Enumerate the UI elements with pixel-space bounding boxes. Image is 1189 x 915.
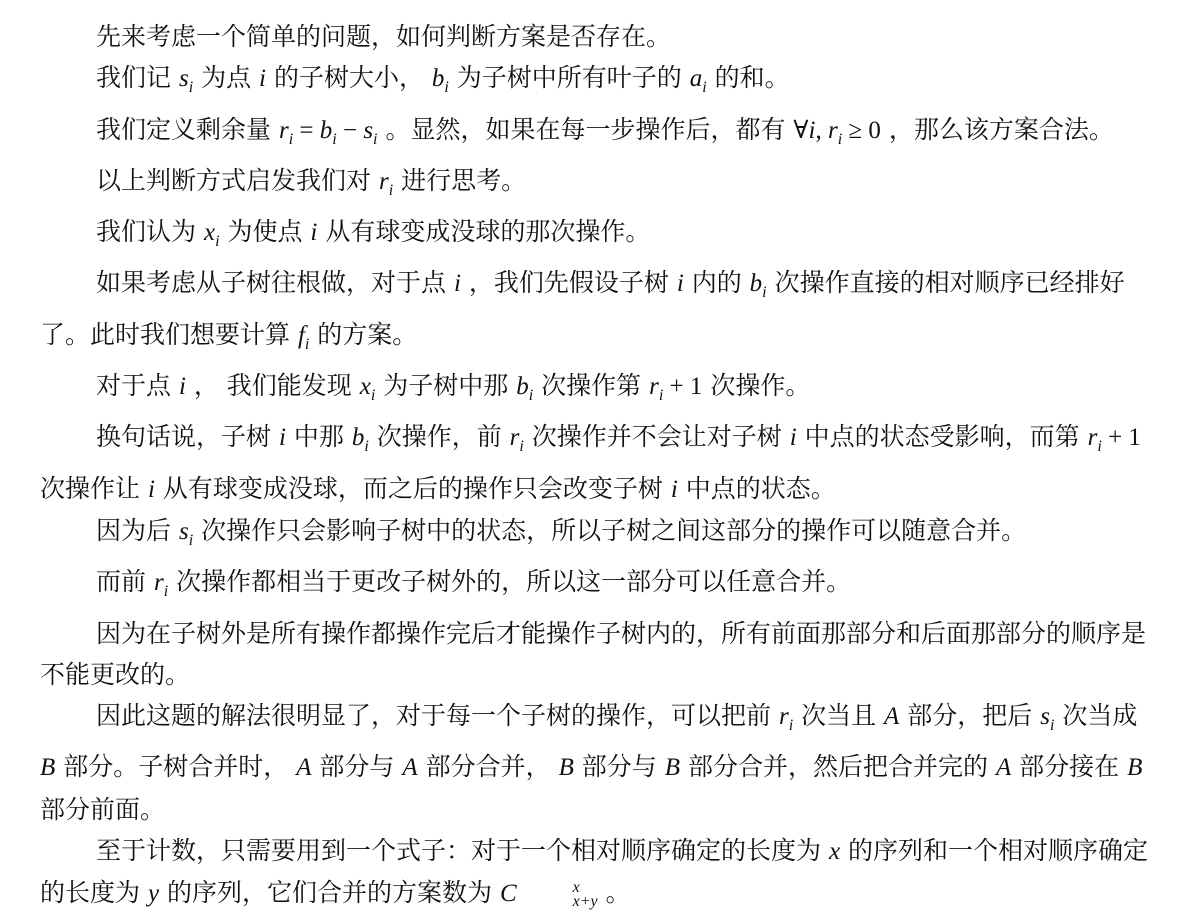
text-segment: 中那: [285, 422, 352, 452]
math-combination: C x x+y: [499, 878, 598, 911]
text-segment: 次操作都相当于更改子树外的，所以这一部分可以任意合并。: [168, 567, 852, 597]
text-segment: 次当且: [793, 701, 885, 731]
text-segment: 部分前面。: [40, 794, 166, 824]
math-var: $b_i$: [431, 65, 449, 97]
math-var: A: [402, 754, 418, 782]
text-segment: 的方案。: [309, 319, 418, 349]
text-segment: 从有球变成没球的那次操作。: [317, 217, 651, 247]
text-segment: 以上判断方式启发我们对: [96, 165, 379, 195]
math-var: y: [147, 880, 160, 908]
math-var: i: [310, 219, 318, 247]
text-segment: 我们定义剩余量: [96, 114, 279, 144]
paragraph-10: [40, 561, 1149, 612]
paragraph-11: [40, 613, 1149, 696]
math-operator: ,: [815, 116, 828, 144]
math-var: $b_i$: [319, 116, 337, 148]
math-var: i: [453, 270, 461, 298]
text-segment: 次操作只会影响子树中的状态，所以子树之间这部分的操作可以随意合并。: [193, 515, 1027, 545]
math-var: $b_i$: [351, 424, 369, 456]
text-segment: 次操作，前: [368, 422, 510, 452]
text-segment: 中点的状态受影响，而第: [796, 422, 1088, 452]
text-segment: ， 我们能发现: [185, 371, 360, 401]
math-var: B: [664, 754, 681, 782]
text-segment: 为子树中那: [375, 371, 517, 401]
text-segment: 换句话说，子树: [96, 422, 279, 452]
text-segment: 的序列和一个相对顺序确定的长度为: [40, 836, 1149, 908]
math-var: A: [884, 703, 900, 731]
text-segment: 内的: [683, 268, 750, 298]
math-var: $r_i$: [153, 569, 169, 601]
math-var: A: [995, 754, 1012, 782]
math-var: $r_i$: [649, 373, 664, 405]
math-var: i: [670, 475, 678, 503]
text-segment: 至于计数，只需要用到一个式子：对于一个相对顺序确定的长度为: [96, 836, 829, 866]
math-var: $r_i$: [778, 703, 794, 735]
text-segment: 先来考虑一个简单的问题，如何判断方案是否存在。: [96, 22, 672, 51]
text-segment: 因为在子树外是所有操作都操作完后才能操作子树内的，所有前面那部分和后面那部分的顺序是不能更改的。: [40, 618, 1147, 689]
math-var: $r_i$: [509, 424, 524, 456]
paragraph-8: [40, 416, 1149, 510]
math-operator: =: [293, 116, 320, 144]
math-var: $r_i$: [1087, 424, 1102, 456]
math-operator: + 1: [1101, 424, 1141, 452]
text-segment: 我们认为: [96, 217, 204, 247]
text-segment: 为使点: [219, 217, 311, 247]
text-segment: 如果考虑从子树往根做，对于点: [96, 268, 454, 298]
paragraph-3: [40, 109, 1149, 160]
text-segment: 进行思考。: [393, 165, 527, 195]
text-segment: 的子树大小，: [266, 63, 432, 93]
math-var: $r_i$: [827, 116, 843, 148]
paragraph-5: [40, 211, 1149, 262]
math-var: i: [676, 270, 684, 298]
paragraph-6: [40, 262, 1149, 365]
math-var: $r_i$: [378, 167, 394, 199]
math-var: x: [828, 838, 841, 866]
text-segment: 次操作让: [40, 473, 148, 503]
paragraph-1: [40, 16, 1149, 57]
text-segment: 。显然，如果在每一步操作后，都有: [377, 114, 794, 144]
math-var: A: [296, 754, 312, 782]
text-segment: 。: [597, 878, 631, 908]
math-var: $f_i$: [297, 321, 310, 353]
text-segment: 部分合并，: [417, 752, 559, 782]
math-var: i: [178, 373, 186, 401]
text-segment: ，那么该方案合法。: [880, 114, 1114, 144]
text-segment: 为点: [193, 63, 260, 93]
paragraph-7: [40, 365, 1149, 416]
text-segment: 为子树中所有叶子的: [448, 63, 690, 93]
math-var: B: [558, 754, 574, 782]
text-segment: 部分与: [311, 752, 403, 782]
math-operator: ∀: [793, 116, 809, 144]
paragraph-13: [40, 830, 1149, 915]
text-segment: 部分合并，然后把合并完的: [680, 752, 996, 782]
text-segment: 的和。: [706, 63, 790, 93]
paragraph-4: [40, 160, 1149, 211]
text-segment: 从有球变成没球，而之后的操作只会改变子树: [154, 473, 671, 503]
math-operator: −: [336, 116, 364, 144]
text-segment: 中点的状态。: [677, 473, 836, 503]
paragraph-9: [40, 510, 1149, 561]
math-var: i: [789, 424, 797, 452]
text-segment: 因此这题的解法很明显了，对于每一个子树的操作，可以把前: [96, 701, 779, 731]
text-segment: 我们记: [96, 63, 179, 93]
math-var: $r_i$: [278, 116, 294, 148]
text-segment: 次当成: [1054, 701, 1138, 731]
math-operator: + 1: [663, 373, 703, 401]
math-var: $s_i$: [1040, 703, 1055, 735]
math-var: B: [1127, 754, 1143, 782]
text-segment: ，我们先假设子树: [460, 268, 677, 298]
math-var: B: [40, 754, 56, 782]
text-segment: 部分。子树合并时，: [55, 752, 297, 782]
math-var: i: [147, 475, 155, 503]
text-segment: 因为后: [96, 515, 179, 545]
math-var: $x_i$: [203, 219, 220, 251]
text-segment: 次操作直接的相对顺序已经排好了。此时我们想要计算: [40, 268, 1125, 349]
text-segment: 次操作并不会让对子树: [523, 422, 790, 452]
math-var: $a_i$: [689, 65, 707, 97]
text-segment: 部分接在: [1011, 752, 1128, 782]
text-segment: 而前: [96, 567, 154, 597]
paragraph-2: [40, 57, 1149, 108]
text-segment: 的序列，它们合并的方案数为: [159, 878, 500, 908]
math-var: $b_i$: [749, 270, 767, 302]
math-operator: ≥ 0: [842, 116, 881, 144]
text-segment: 对于点: [96, 371, 179, 401]
math-var: $x_i$: [359, 373, 376, 405]
math-var: $s_i$: [178, 517, 194, 549]
math-var: i: [259, 65, 266, 93]
text-segment: 部分与: [573, 752, 665, 782]
text-segment: 部分，把后: [899, 701, 1041, 731]
math-var: $s_i$: [363, 116, 378, 148]
paragraph-12: [40, 695, 1149, 830]
math-var: $s_i$: [178, 65, 194, 97]
text-segment: 次操作。: [702, 371, 811, 401]
math-var: i: [278, 424, 286, 452]
math-var: i: [808, 116, 816, 144]
math-var: $b_i$: [516, 373, 534, 405]
text-segment: 次操作第: [533, 371, 650, 401]
